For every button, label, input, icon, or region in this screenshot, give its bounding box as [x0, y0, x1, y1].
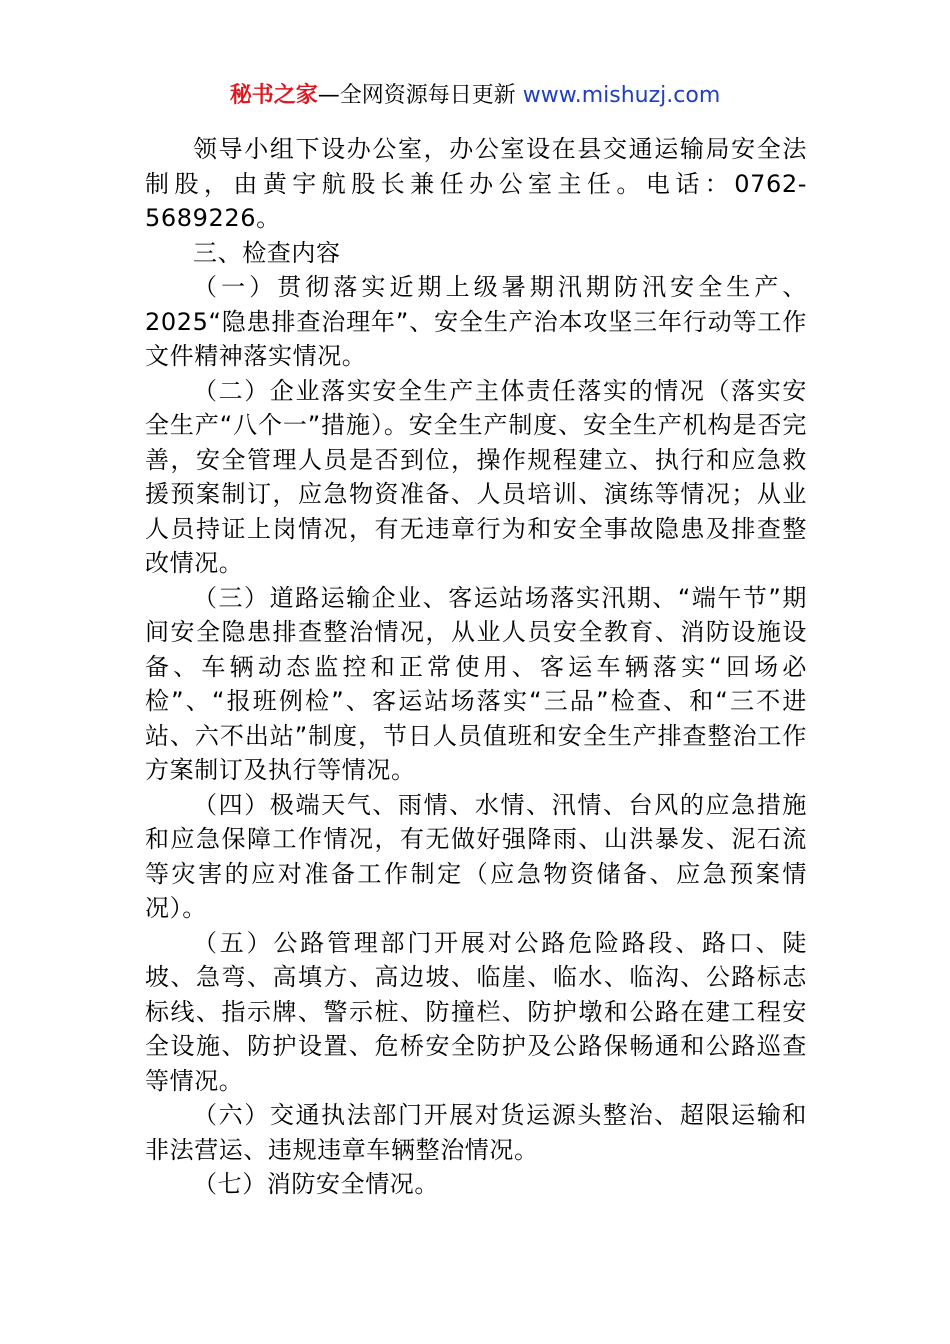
paragraph-item-6: （六）交通执法部门开展对货运源头整治、超限运输和非法营运、违规违章车辆整治情况。 [145, 1101, 807, 1164]
paragraph-item-1: （一）贯彻落实近期上级暑期汛期防汛安全生产、2025“隐患排查治理年”、安全生产治本攻坚三年行动等工作文件精神落实情况。 [145, 273, 807, 370]
paragraph-item-7: （七）消防安全情况。 [193, 1170, 439, 1198]
paragraph-item-2: （二）企业落实安全生产主体责任落实的情况（落实安全生产“八个一”措施）。安全生产制度、安全生产机构是否完善，安全管理人员是否到位，操作规程建立、执行和应急救援预案制订，应急物资准备、人员培训、演练等情况；从业人员持证上岗情况，有无违章行为和安全事故隐患及排查整改情况。 [145, 376, 807, 577]
site-url-link[interactable]: www.mishuzj.com [522, 83, 721, 108]
document-body [145, 132, 807, 1202]
site-header [0, 80, 950, 112]
paragraph-item-5: （五）公路管理部门开展对公路危险路段、路口、陡坡、急弯、高填方、高边坡、临崖、临水、临沟、公路标志标线、指示牌、警示桩、防撞栏、防护墩和公路在建工程安全设施、防护设置、危桥安全防护及公路保畅通和公路巡查等情况。 [145, 928, 807, 1095]
section-heading-inspection-content: 三、检查内容 [193, 238, 341, 267]
site-brand: 秘书之家 [229, 83, 318, 108]
paragraph-item-3: （三）道路运输企业、客运站场落实汛期、“端午节”期间安全隐患排查整治情况，从业人员安全教育、消防设施设备、车辆动态监控和正常使用、客运车辆落实“回场必检”、“报班例检”、客运站场落实“三品”检查、和“三不进站、六不出站”制度，节日人员值班和安全生产排查整治工作方案制订及执行等情况。 [145, 583, 807, 784]
site-tagline: —全网资源每日更新 [317, 83, 523, 108]
paragraph-office: 领导小组下设办公室，办公室设在县交通运输局安全法制股，由黄宇航股长兼任办公室主任。电话：0762-5689226。 [145, 135, 807, 232]
paragraph-item-4: （四）极端天气、雨情、水情、汛情、台风的应急措施和应急保障工作情况，有无做好强降雨、山洪暴发、泥石流等灾害的应对准备工作制定（应急物资储备、应急预案情况）。 [145, 790, 807, 922]
